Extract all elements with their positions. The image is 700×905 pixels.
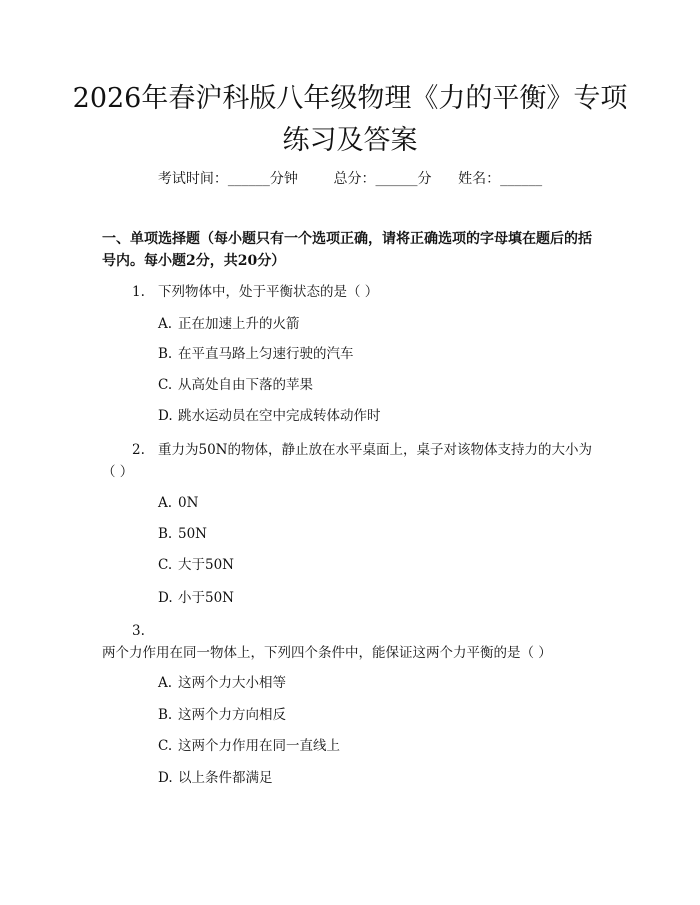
option-letter: D. — [158, 590, 173, 606]
option-letter: B. — [158, 707, 173, 723]
score-label: 总分： — [333, 171, 376, 187]
question — [102, 620, 602, 664]
option-text: 大于50N — [178, 557, 234, 573]
option — [158, 492, 198, 514]
option — [158, 704, 286, 726]
option-text: 正在加速上升的火箭 — [178, 316, 300, 332]
option-letter: A. — [158, 495, 173, 511]
option — [158, 374, 313, 396]
option-text: 在平直马路上匀速行驶的汽车 — [178, 346, 354, 362]
option — [158, 767, 273, 789]
question-text: 重力为50N的物体，静止放在水平桌面上，桌子对该物体支持力的大小为（ ） — [102, 442, 592, 480]
option — [158, 343, 354, 365]
option-letter: A. — [158, 675, 173, 691]
option-text: 这两个力作用在同一直线上 — [178, 738, 340, 754]
time-label: 考试时间： — [157, 171, 228, 187]
question-text: 两个力作用在同一物体上，下列四个条件中，能保证这两个力平衡的是（ ） — [102, 645, 552, 661]
option-text: 小于50N — [178, 590, 234, 606]
option-letter: C. — [158, 738, 173, 754]
option-letter: C. — [158, 377, 173, 393]
question-number: 2. — [132, 442, 145, 458]
option-text: 0N — [178, 495, 199, 511]
question — [102, 281, 602, 303]
option-letter: A. — [158, 316, 173, 332]
option — [158, 735, 340, 757]
question — [102, 439, 602, 483]
question-number: 1. — [132, 284, 145, 300]
exam-info-line — [0, 168, 700, 188]
option — [158, 554, 234, 576]
option-letter: D. — [158, 408, 173, 424]
option — [158, 313, 300, 335]
option — [158, 523, 207, 545]
option-text: 这两个力大小相等 — [178, 675, 286, 691]
score-blank: ______ — [375, 171, 418, 187]
name-blank: ______ — [500, 171, 543, 187]
page-title: 2026年春沪科版八年级物理《力的平衡》专项练习及答案 — [72, 83, 628, 156]
option-text: 以上条件都满足 — [178, 770, 273, 786]
time-blank: ______ — [227, 171, 270, 187]
option-letter: B. — [158, 526, 173, 542]
option — [158, 672, 286, 694]
option-text: 50N — [178, 526, 207, 542]
score-unit: 分 — [417, 171, 432, 187]
option — [158, 587, 234, 609]
option-text: 从高处自由下落的苹果 — [178, 377, 313, 393]
option-letter: C. — [158, 557, 173, 573]
question-number: 3. — [132, 623, 145, 639]
option-letter: D. — [158, 770, 173, 786]
time-unit: 分钟 — [269, 171, 298, 187]
question-text: 下列物体中，处于平衡状态的是（ ） — [158, 284, 379, 300]
section-heading: 一、单项选择题（每小题只有一个选项正确，请将正确选项的字母填在题后的括号内。每小题2分，共20分） — [102, 231, 592, 269]
name-label: 姓名： — [458, 171, 501, 187]
option-text: 这两个力方向相反 — [178, 707, 286, 723]
option — [158, 405, 381, 427]
option-letter: B. — [158, 346, 173, 362]
option-text: 跳水运动员在空中完成转体动作时 — [178, 408, 381, 424]
